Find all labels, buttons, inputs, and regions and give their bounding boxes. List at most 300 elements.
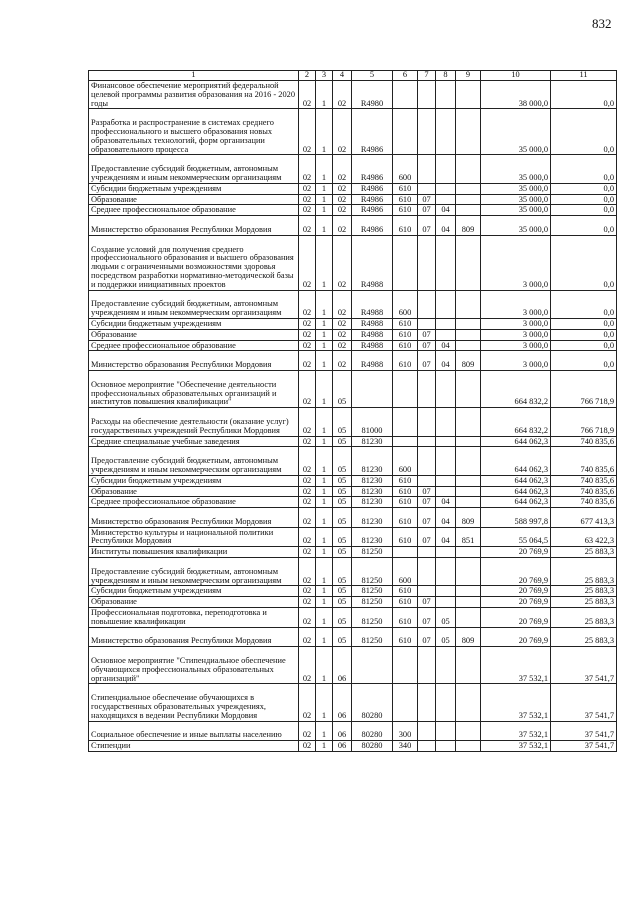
chapter-code xyxy=(418,684,436,721)
amount-2020: 25 883,3 xyxy=(551,627,617,647)
section-code: 02 xyxy=(299,597,316,608)
section-code: 02 xyxy=(299,721,316,741)
amount-2020: 37 541,7 xyxy=(551,741,617,752)
subprogram-code: 02 xyxy=(333,205,352,216)
target-code xyxy=(352,647,393,684)
amount-2019: 20 769,9 xyxy=(481,558,551,586)
target-code: 81230 xyxy=(352,497,393,508)
section-code: 02 xyxy=(299,497,316,508)
target-code: R4980 xyxy=(352,81,393,109)
program-code: 1 xyxy=(316,370,333,407)
amount-2019: 664 832,2 xyxy=(481,408,551,436)
target-code: R4988 xyxy=(352,351,393,371)
subprogram-code: 02 xyxy=(333,183,352,194)
table-row xyxy=(89,547,617,558)
table-row xyxy=(89,447,617,475)
amount-2019: 3 000,0 xyxy=(481,318,551,329)
chapter-code: 07 xyxy=(418,527,436,547)
subsection-code: 04 xyxy=(436,497,456,508)
amount-2020: 0,0 xyxy=(551,329,617,340)
subprogram-code: 05 xyxy=(333,627,352,647)
budget-table xyxy=(88,70,617,752)
expense-type: 610 xyxy=(393,183,418,194)
amount-2020: 0,0 xyxy=(551,351,617,371)
section-code: 02 xyxy=(299,109,316,155)
department-code xyxy=(456,586,481,597)
expense-type: 610 xyxy=(393,627,418,647)
expense-type: 340 xyxy=(393,741,418,752)
subsection-code: 04 xyxy=(436,216,456,236)
table-row xyxy=(89,205,617,216)
subsection-code xyxy=(436,109,456,155)
row-name: Образование xyxy=(89,194,299,205)
amount-2019: 37 532,1 xyxy=(481,684,551,721)
table-row xyxy=(89,216,617,236)
row-name: Министерство образования Республики Мордовия xyxy=(89,508,299,528)
row-name: Разработка и распространение в системах среднего профессионального и высшего образования новых образовательных технологий, форм организации образовательного процесса xyxy=(89,109,299,155)
table-row xyxy=(89,81,617,109)
section-code: 02 xyxy=(299,340,316,351)
amount-2019: 20 769,9 xyxy=(481,608,551,628)
program-code: 1 xyxy=(316,340,333,351)
subsection-code: 05 xyxy=(436,627,456,647)
amount-2020: 0,0 xyxy=(551,155,617,183)
subsection-code: 04 xyxy=(436,508,456,528)
column-header-10: 10 xyxy=(481,71,551,81)
department-code xyxy=(456,486,481,497)
subsection-code xyxy=(436,486,456,497)
department-code xyxy=(456,194,481,205)
row-name: Субсидии бюджетным учреждениям xyxy=(89,475,299,486)
chapter-code: 07 xyxy=(418,205,436,216)
amount-2020: 766 718,9 xyxy=(551,408,617,436)
expense-type: 610 xyxy=(393,340,418,351)
amount-2020: 63 422,3 xyxy=(551,527,617,547)
program-code: 1 xyxy=(316,290,333,318)
chapter-code xyxy=(418,81,436,109)
department-code xyxy=(456,329,481,340)
table-row xyxy=(89,684,617,721)
target-code: 81250 xyxy=(352,558,393,586)
table-row xyxy=(89,497,617,508)
expense-type xyxy=(393,547,418,558)
amount-2020: 0,0 xyxy=(551,183,617,194)
program-code: 1 xyxy=(316,194,333,205)
amount-2019: 35 000,0 xyxy=(481,109,551,155)
chapter-code xyxy=(418,318,436,329)
department-code xyxy=(456,290,481,318)
table-row xyxy=(89,627,617,647)
table-row xyxy=(89,194,617,205)
column-header-9: 9 xyxy=(456,71,481,81)
row-name: Образование xyxy=(89,597,299,608)
chapter-code: 07 xyxy=(418,497,436,508)
target-code: R4988 xyxy=(352,290,393,318)
subsection-code xyxy=(436,290,456,318)
department-code xyxy=(456,81,481,109)
table-row xyxy=(89,340,617,351)
subsection-code xyxy=(436,436,456,447)
target-code: 80280 xyxy=(352,721,393,741)
program-code: 1 xyxy=(316,684,333,721)
table-row xyxy=(89,597,617,608)
amount-2019: 35 000,0 xyxy=(481,183,551,194)
program-code: 1 xyxy=(316,436,333,447)
subprogram-code: 02 xyxy=(333,81,352,109)
row-name: Профессиональная подготовка, переподготовка и повышение квалификации xyxy=(89,608,299,628)
row-name: Создание условий для получения среднего профессионального образования и высшего образования людьми с ограниченными возможностями здоровья посредством разработки нормативно-методической базы и поддержки инициативных проектов xyxy=(89,235,299,290)
amount-2020: 25 883,3 xyxy=(551,597,617,608)
department-code xyxy=(456,608,481,628)
column-header-6: 6 xyxy=(393,71,418,81)
amount-2020: 25 883,3 xyxy=(551,608,617,628)
amount-2019: 3 000,0 xyxy=(481,329,551,340)
subprogram-code: 02 xyxy=(333,351,352,371)
subsection-code xyxy=(436,183,456,194)
chapter-code xyxy=(418,408,436,436)
subprogram-code: 05 xyxy=(333,370,352,407)
table-row xyxy=(89,558,617,586)
amount-2020: 677 413,3 xyxy=(551,508,617,528)
section-code: 02 xyxy=(299,216,316,236)
expense-type xyxy=(393,235,418,290)
target-code: R4986 xyxy=(352,194,393,205)
expense-type: 610 xyxy=(393,205,418,216)
chapter-code xyxy=(418,290,436,318)
subsection-code xyxy=(436,586,456,597)
amount-2020: 0,0 xyxy=(551,340,617,351)
amount-2020: 0,0 xyxy=(551,290,617,318)
expense-type xyxy=(393,647,418,684)
amount-2020: 740 835,6 xyxy=(551,497,617,508)
target-code: R4986 xyxy=(352,205,393,216)
section-code: 02 xyxy=(299,527,316,547)
chapter-code xyxy=(418,436,436,447)
subsection-code xyxy=(436,475,456,486)
amount-2020: 766 718,9 xyxy=(551,370,617,407)
program-code: 1 xyxy=(316,486,333,497)
amount-2019: 664 832,2 xyxy=(481,370,551,407)
table-row xyxy=(89,408,617,436)
chapter-code xyxy=(418,586,436,597)
amount-2020: 0,0 xyxy=(551,235,617,290)
subprogram-code: 06 xyxy=(333,721,352,741)
amount-2019: 35 000,0 xyxy=(481,194,551,205)
chapter-code xyxy=(418,558,436,586)
department-code xyxy=(456,597,481,608)
target-code: 81230 xyxy=(352,447,393,475)
chapter-code xyxy=(418,235,436,290)
subprogram-code: 06 xyxy=(333,741,352,752)
department-code xyxy=(456,558,481,586)
department-code xyxy=(456,318,481,329)
subsection-code xyxy=(436,447,456,475)
table-row xyxy=(89,436,617,447)
subsection-code: 05 xyxy=(436,608,456,628)
table-row xyxy=(89,586,617,597)
table-row xyxy=(89,486,617,497)
target-code: R4986 xyxy=(352,155,393,183)
program-code: 1 xyxy=(316,527,333,547)
department-code xyxy=(456,647,481,684)
row-name: Субсидии бюджетным учреждениям xyxy=(89,586,299,597)
program-code: 1 xyxy=(316,205,333,216)
department-code: 809 xyxy=(456,351,481,371)
program-code: 1 xyxy=(316,408,333,436)
row-name: Предоставление субсидий бюджетным, автономным учреждениям и иным некоммерческим организациям xyxy=(89,558,299,586)
row-name: Министерство образования Республики Мордовия xyxy=(89,627,299,647)
row-name: Среднее профессиональное образование xyxy=(89,497,299,508)
chapter-code: 07 xyxy=(418,597,436,608)
target-code: 80280 xyxy=(352,684,393,721)
department-code: 809 xyxy=(456,216,481,236)
section-code: 02 xyxy=(299,408,316,436)
subprogram-code: 05 xyxy=(333,547,352,558)
expense-type: 610 xyxy=(393,351,418,371)
amount-2019: 35 000,0 xyxy=(481,216,551,236)
department-code xyxy=(456,155,481,183)
table-row xyxy=(89,351,617,371)
amount-2020: 0,0 xyxy=(551,216,617,236)
department-code xyxy=(456,370,481,407)
amount-2020: 0,0 xyxy=(551,205,617,216)
department-code xyxy=(456,408,481,436)
subsection-code xyxy=(436,408,456,436)
amount-2020: 0,0 xyxy=(551,318,617,329)
subprogram-code: 05 xyxy=(333,436,352,447)
table-row xyxy=(89,527,617,547)
expense-type xyxy=(393,436,418,447)
amount-2020: 25 883,3 xyxy=(551,547,617,558)
amount-2020: 37 541,7 xyxy=(551,684,617,721)
chapter-code: 07 xyxy=(418,329,436,340)
expense-type: 610 xyxy=(393,586,418,597)
amount-2019: 20 769,9 xyxy=(481,627,551,647)
amount-2019: 644 062,3 xyxy=(481,475,551,486)
row-name: Министерство образования Республики Мордовия xyxy=(89,216,299,236)
amount-2019: 35 000,0 xyxy=(481,155,551,183)
subsection-code: 04 xyxy=(436,351,456,371)
expense-type: 610 xyxy=(393,608,418,628)
table-row xyxy=(89,721,617,741)
amount-2020: 740 835,6 xyxy=(551,447,617,475)
chapter-code: 07 xyxy=(418,340,436,351)
subprogram-code: 02 xyxy=(333,340,352,351)
target-code: 81250 xyxy=(352,586,393,597)
target-code: R4988 xyxy=(352,318,393,329)
subsection-code xyxy=(436,194,456,205)
row-name: Основное мероприятие "Стипендиальное обеспечение обучающихся профессиональных образовательных организаций" xyxy=(89,647,299,684)
department-code xyxy=(456,109,481,155)
program-code: 1 xyxy=(316,475,333,486)
program-code: 1 xyxy=(316,547,333,558)
row-name: Финансовое обеспечение мероприятий федеральной целевой программы развития образования на 2016 - 2020 годы xyxy=(89,81,299,109)
chapter-code xyxy=(418,447,436,475)
amount-2019: 644 062,3 xyxy=(481,436,551,447)
table-row xyxy=(89,183,617,194)
program-code: 1 xyxy=(316,447,333,475)
target-code: 81230 xyxy=(352,475,393,486)
expense-type: 600 xyxy=(393,290,418,318)
section-code: 02 xyxy=(299,475,316,486)
subprogram-code: 05 xyxy=(333,597,352,608)
column-header-4: 4 xyxy=(333,71,352,81)
amount-2019: 20 769,9 xyxy=(481,547,551,558)
expense-type: 600 xyxy=(393,447,418,475)
expense-type: 610 xyxy=(393,497,418,508)
section-code: 02 xyxy=(299,351,316,371)
table-row xyxy=(89,608,617,628)
column-header-5: 5 xyxy=(352,71,393,81)
department-code: 851 xyxy=(456,527,481,547)
department-code xyxy=(456,475,481,486)
department-code xyxy=(456,235,481,290)
amount-2020: 0,0 xyxy=(551,194,617,205)
amount-2019: 35 000,0 xyxy=(481,205,551,216)
department-code xyxy=(456,340,481,351)
chapter-code: 07 xyxy=(418,194,436,205)
program-code: 1 xyxy=(316,627,333,647)
target-code: R4988 xyxy=(352,340,393,351)
amount-2019: 20 769,9 xyxy=(481,597,551,608)
program-code: 1 xyxy=(316,721,333,741)
subprogram-code: 05 xyxy=(333,486,352,497)
chapter-code xyxy=(418,741,436,752)
section-code: 02 xyxy=(299,205,316,216)
department-code xyxy=(456,547,481,558)
section-code: 02 xyxy=(299,684,316,721)
column-header-1: 1 xyxy=(89,71,299,81)
subsection-code xyxy=(436,235,456,290)
amount-2020: 37 541,7 xyxy=(551,647,617,684)
table-row xyxy=(89,741,617,752)
expense-type: 600 xyxy=(393,155,418,183)
amount-2019: 37 532,1 xyxy=(481,721,551,741)
subsection-code: 04 xyxy=(436,340,456,351)
amount-2019: 644 062,3 xyxy=(481,447,551,475)
section-code: 02 xyxy=(299,81,316,109)
target-code: 81230 xyxy=(352,527,393,547)
row-name: Среднее профессиональное образование xyxy=(89,205,299,216)
target-code: 81250 xyxy=(352,547,393,558)
subprogram-code: 02 xyxy=(333,194,352,205)
table-row xyxy=(89,508,617,528)
program-code: 1 xyxy=(316,329,333,340)
subprogram-code: 05 xyxy=(333,608,352,628)
subprogram-code: 02 xyxy=(333,109,352,155)
amount-2020: 740 835,6 xyxy=(551,475,617,486)
program-code: 1 xyxy=(316,235,333,290)
subsection-code xyxy=(436,721,456,741)
expense-type: 610 xyxy=(393,486,418,497)
section-code: 02 xyxy=(299,155,316,183)
expense-type: 610 xyxy=(393,318,418,329)
department-code xyxy=(456,183,481,194)
chapter-code xyxy=(418,647,436,684)
target-code: 81230 xyxy=(352,436,393,447)
department-code xyxy=(456,436,481,447)
program-code: 1 xyxy=(316,183,333,194)
program-code: 1 xyxy=(316,318,333,329)
subprogram-code: 02 xyxy=(333,155,352,183)
table-row xyxy=(89,318,617,329)
section-code: 02 xyxy=(299,194,316,205)
chapter-code xyxy=(418,370,436,407)
department-code xyxy=(456,684,481,721)
section-code: 02 xyxy=(299,235,316,290)
program-code: 1 xyxy=(316,597,333,608)
expense-type: 610 xyxy=(393,475,418,486)
table-row xyxy=(89,235,617,290)
section-code: 02 xyxy=(299,486,316,497)
expense-type xyxy=(393,370,418,407)
row-name: Субсидии бюджетным учреждениям xyxy=(89,183,299,194)
subsection-code xyxy=(436,741,456,752)
subprogram-code: 05 xyxy=(333,447,352,475)
row-name: Субсидии бюджетным учреждениям xyxy=(89,318,299,329)
section-code: 02 xyxy=(299,290,316,318)
section-code: 02 xyxy=(299,436,316,447)
row-name: Средние специальные учебные заведения xyxy=(89,436,299,447)
chapter-code: 07 xyxy=(418,486,436,497)
amount-2019: 55 064,5 xyxy=(481,527,551,547)
subsection-code xyxy=(436,155,456,183)
amount-2019: 3 000,0 xyxy=(481,235,551,290)
subsection-code: 04 xyxy=(436,527,456,547)
chapter-code: 07 xyxy=(418,627,436,647)
expense-type: 610 xyxy=(393,216,418,236)
chapter-code: 07 xyxy=(418,508,436,528)
program-code: 1 xyxy=(316,647,333,684)
expense-type: 610 xyxy=(393,194,418,205)
subsection-code: 04 xyxy=(436,205,456,216)
department-code xyxy=(456,205,481,216)
row-name: Социальное обеспечение и иные выплаты населению xyxy=(89,721,299,741)
target-code: R4988 xyxy=(352,235,393,290)
subsection-code xyxy=(436,597,456,608)
amount-2019: 3 000,0 xyxy=(481,290,551,318)
section-code: 02 xyxy=(299,183,316,194)
subsection-code xyxy=(436,684,456,721)
table-row xyxy=(89,370,617,407)
table-row xyxy=(89,155,617,183)
section-code: 02 xyxy=(299,586,316,597)
target-code: 81250 xyxy=(352,627,393,647)
column-header-3: 3 xyxy=(316,71,333,81)
expense-type: 600 xyxy=(393,558,418,586)
subprogram-code: 02 xyxy=(333,235,352,290)
expense-type: 610 xyxy=(393,597,418,608)
chapter-code xyxy=(418,721,436,741)
amount-2019: 588 997,8 xyxy=(481,508,551,528)
section-code: 02 xyxy=(299,329,316,340)
department-code: 809 xyxy=(456,627,481,647)
target-code: 80280 xyxy=(352,741,393,752)
amount-2020: 0,0 xyxy=(551,109,617,155)
row-name: Предоставление субсидий бюджетным, автономным учреждениям и иным некоммерческим организациям xyxy=(89,155,299,183)
amount-2019: 3 000,0 xyxy=(481,340,551,351)
department-code xyxy=(456,741,481,752)
chapter-code: 07 xyxy=(418,216,436,236)
target-code xyxy=(352,370,393,407)
chapter-code xyxy=(418,155,436,183)
chapter-code xyxy=(418,109,436,155)
header-row xyxy=(89,71,617,81)
amount-2020: 25 883,3 xyxy=(551,586,617,597)
row-name: Основное мероприятие "Обеспечение деятельности профессиональных образовательных организаций и институтов повышения квалификации" xyxy=(89,370,299,407)
subsection-code xyxy=(436,370,456,407)
table-row xyxy=(89,647,617,684)
